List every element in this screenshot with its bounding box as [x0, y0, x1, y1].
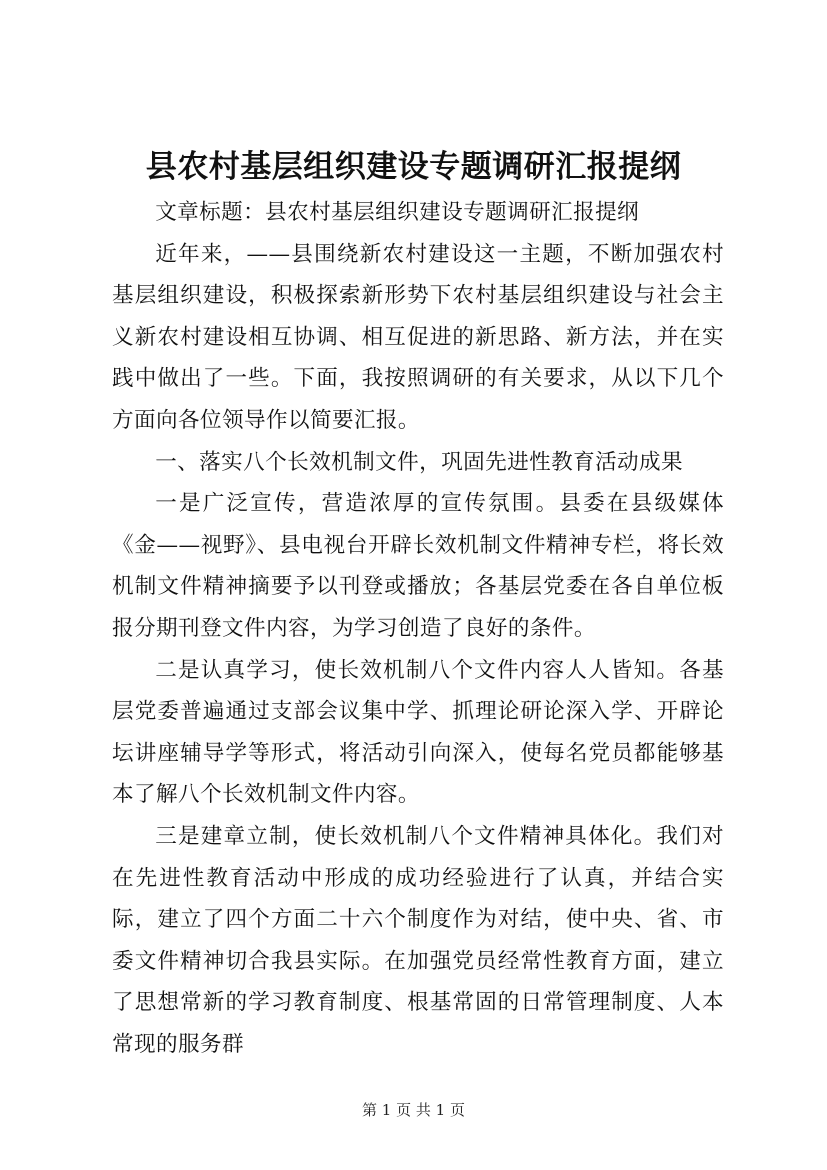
document-title: 县农村基层组织建设专题调研汇报提纲 — [145, 149, 682, 185]
paragraph-point-1: 一是广泛宣传，营造浓厚的宣传氛围。县委在县级媒体《金——视野》、县电视台开辟长效机制文件精神专栏，将长效机制文件精神摘要予以刊登或播放；各基层党委在各自单位板报分期刊登文件内容，为学习创造了良好的条件。 — [112, 491, 724, 641]
page-number-footer: 第 1 页 共 1 页 — [362, 1101, 465, 1119]
document-body — [112, 192, 724, 1065]
paragraph-intro: 近年来，——县围绕新农村建设这一主题，不断加强农村基层组织建设，积极探索新形势下农村基层组织建设与社会主义新农村建设相互协调、相互促进的新思路、新方法，并在实践中做出了一些。下面，我按照调研的有关要求，从以下几个方面向各位领导作以简要汇报。 — [112, 241, 724, 433]
section-heading-1: 一、落实八个长效机制文件，巩固先进性教育活动成果 — [155, 449, 684, 475]
article-title-line: 文章标题：县农村基层组织建设专题调研汇报提纲 — [155, 200, 640, 225]
paragraph-point-2: 二是认真学习，使长效机制八个文件内容人人皆知。各基层党委普遍通过支部会议集中学、抓理论研论深入学、开辟论坛讲座辅导学等形式，将活动引向深入，使每名党员都能够基本了解八个长效机制文件内容。 — [112, 657, 724, 808]
paragraph-point-3: 三是建章立制，使长效机制八个文件精神具体化。我们对在先进性教育活动中形成的成功经验进行了认真，并结合实际，建立了四个方面二十六个制度作为对结，使中央、省、市委文件精神切合我县实际。在加强党员经常性教育方面，建立了思想常新的学习教育制度、根基常固的日常管理制度、人本常现的服务群 — [112, 823, 724, 1057]
